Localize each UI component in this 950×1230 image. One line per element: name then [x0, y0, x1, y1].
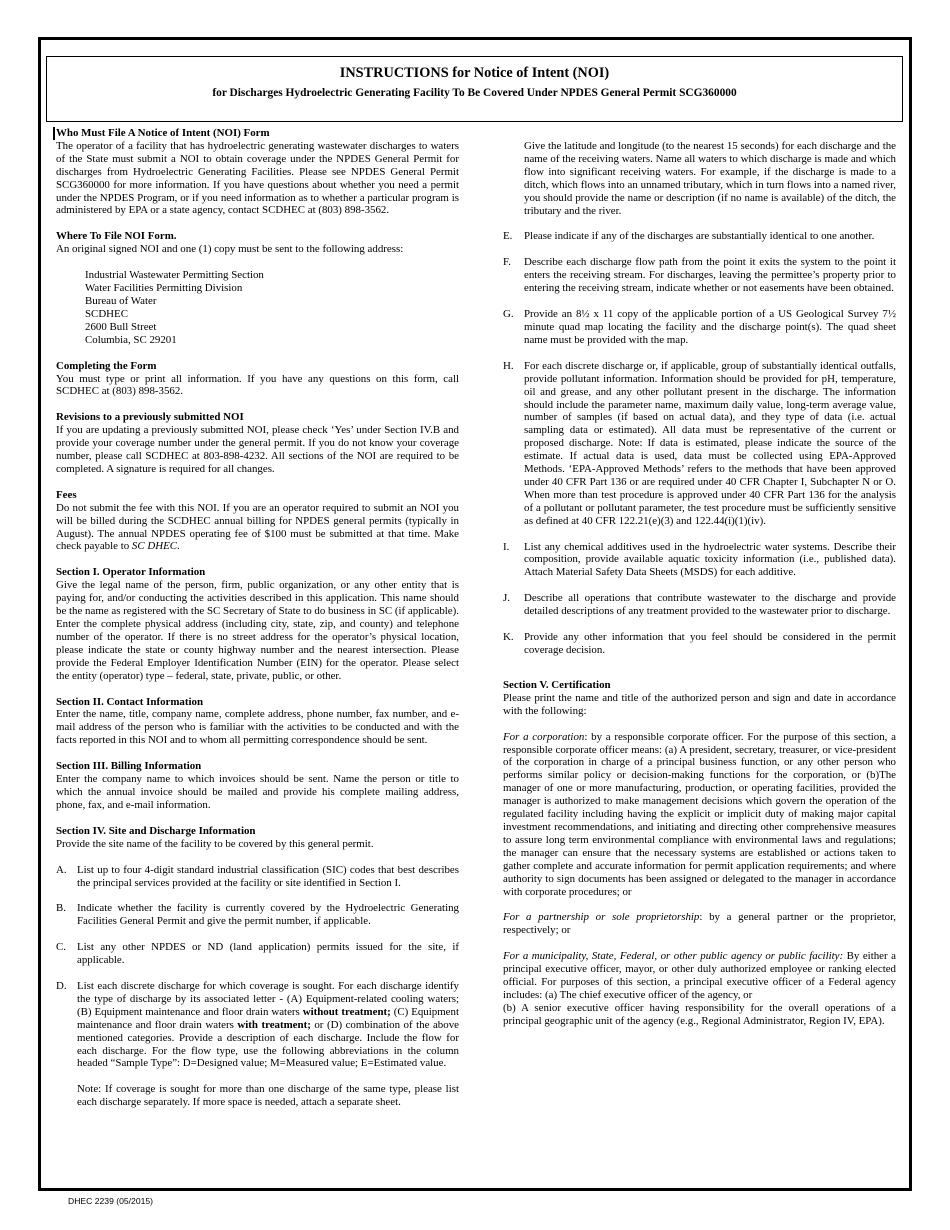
section-heading: Section II. Contact Information	[56, 695, 204, 708]
list-item	[56, 980, 459, 1070]
section-heading: Completing the Form	[56, 359, 157, 372]
list-item	[503, 541, 896, 580]
form-number: DHEC 2239 (05/2015)	[68, 1196, 154, 1206]
section-body: The operator of a facility that has hydroelectric generating wastewater discharges to waters of the State must submit a NOI to obtain coverage under the NPDES General Permit for discharges from Hydroelectric Generating Facilities. Please see NPDES General Permit SCG360000 for more information. If you have questions about whether you need a permit under the NPDES Program, or if you need information as to whether a particular program is administered by EPA or a state agency, contact SCDHEC at (803) 898-3562.	[56, 139, 459, 217]
item-text: Provide an 8½ x 11 copy of the applicable portion of a US Geological Survey 7½ minute quad map locating the facility and the discharge point(s). The quad sheet name must be provided with the map.	[524, 308, 896, 346]
list-item	[503, 631, 896, 657]
item-letter: F.	[503, 256, 511, 269]
signatory-type: For a partnership or sole proprietorship	[503, 911, 700, 924]
address-line: Bureau of Water	[85, 294, 157, 307]
item-text: Give the latitude and longitude (to the nearest 15 seconds) for each discharge and the name of the receiving waters. Name all waters to which discharge is made and which flow into significant receiving waters. For example, if the discharge is made to a ditch, which flows into an unnamed tributary, which in turn flows into a named river, you should provide the name or description (if no name is available) of the ditch, the tributary and the river.	[524, 140, 896, 217]
section-heading: Section III. Billing Information	[56, 760, 202, 773]
item-text: Indicate whether the facility is currently covered by the Hydroelectric Generating Facilities General Permit and give the permit number, if applicable.	[77, 902, 459, 928]
item-text: Describe all operations that contribute wastewater to the discharge and provide detailed descriptions of any treatment provided to the wastewater prior to discharge.	[524, 592, 896, 618]
left-column	[56, 127, 459, 1109]
section-who-must-file	[56, 127, 459, 217]
item-text: Provide any other information that you feel should be considered in the permit coverage decision.	[524, 631, 896, 656]
section-certification	[503, 679, 896, 718]
item-letter: B.	[56, 902, 66, 915]
certification-text: (b) A senior executive officer having responsibility for the overall operations of a principal geographic unit of the agency (e.g., Regional Administrator, Region IV, EPA).	[503, 1001, 896, 1027]
item-text: List any other NPDES or ND (land application) permits issued for the site, if applicable.	[77, 941, 459, 967]
item-text: Describe each discharge flow path from the point it exits the system to the point it enters the receiving stream. For discharges, leaving the permittee’s property prior to entering the receiving stream, indicate whether or not easements have been obtained.	[524, 256, 896, 295]
document-subtitle: for Discharges Hydroelectric Generating Facility To Be Covered Under NPDES General Permit SCG360000	[212, 87, 737, 99]
right-column	[503, 140, 896, 1028]
address-line: Industrial Wastewater Permitting Section	[85, 269, 264, 282]
item-letter: C.	[56, 941, 66, 954]
section-body: Do not submit the fee with this NOI. If you are an operator required to submit an NOI you will be billed during the SCDHEC annual billing for NPDES general permits (typically in August). The annual NPDES operating fee of $100 must be submitted at that time. Make check payable to SC DHEC.	[56, 501, 459, 553]
section-completing-form	[56, 360, 459, 399]
document-title: INSTRUCTIONS for Notice of Intent (NOI)	[339, 65, 610, 81]
note-text: Note: If coverage is sought for more than one discharge of the same type, please list each discharge separately. If more space is needed, attach a separate sheet.	[77, 1083, 459, 1109]
section-fees	[56, 489, 459, 554]
list-item	[503, 360, 896, 528]
section-site-discharge	[56, 825, 459, 851]
section-revisions	[56, 411, 459, 476]
section-heading: Fees	[56, 488, 77, 501]
item-text: List each discrete discharge for which coverage is sought. For each discharge identify the type of discharge by its associated letter - (A) Equipment-related cooling waters; (B) Equipment maintenance and floor drain waters without treatment; (C) Equipment maintenance and floor drain waters with treatment; or (D) combination of the above mentioned categories. Provide a description of each discharge. Include the flow for each discharge. For the flow type, use the following abbreviations in the column headed “Sample Type”: D=Designed value; M=Measured value; E=Estimated value.	[77, 980, 459, 1070]
section-heading: Revisions to a previously submitted NOI	[56, 411, 244, 424]
list-item	[56, 902, 459, 928]
item-text: Please indicate if any of the discharges are substantially identical to one another.	[524, 230, 875, 243]
signatory-type: For a corporation	[503, 730, 585, 743]
title-box	[46, 56, 903, 122]
section-body: If you are updating a previously submitted NOI, please check ‘Yes’ under Section IV.B and provide your coverage number under the general permit. If you do not know your coverage number, please call SCDHEC at 803-898-4232. All sections of the NOI are required to be completed. A signature is required for all changes.	[56, 424, 459, 475]
section-body: Please print the name and title of the authorized person and sign and date in accordance with the following:	[503, 691, 896, 717]
section-heading: Section I. Operator Information	[56, 566, 206, 579]
section-body: Provide the site name of the facility to be covered by this general permit.	[56, 837, 374, 850]
section-heading: Section IV. Site and Discharge Information	[56, 824, 256, 837]
section-body: Enter the company name to which invoices should be sent. Name the person or title to which the annual invoice should be mailed and provide his complete mailing address, phone, fax, and e-mail information.	[56, 773, 459, 811]
section-operator-information	[56, 566, 459, 682]
section-heading: Where To File NOI Form.	[56, 230, 177, 243]
item-text: List up to four 4-digit standard industrial classification (SIC) codes that best describes the principal services provided at the facility or site identified in Section I.	[77, 863, 459, 889]
section-contact-information	[56, 696, 459, 748]
item-d-continued	[503, 140, 896, 217]
item-text: For each discrete discharge or, if applicable, group of substantially identical outfalls, provide pollutant information. Information should be provided for pH, temperature, oil and grease, and any other pollutant present in the discharge. The information should include the parameter name, maximum daily value, long-term average value, number of samples (if based on actual data), and they type of data (i.e. actual sampling data or estimated). All data must be representative of the current or proposed discharge. Note: If data is estimated, please indicate the source of the estimate. If actual data is used, data must be collected using EPA-Approved Methods. ‘EPA-Approved Methods’ refers to the methods that have been approved under 40 CFR Part 136 or are required under 40 CFR Chapter I, Subchapter N or O. When more than test procedure is approved under 40 CFR Part 136 for the analysis of a pollutant or pollutant parameter, the test procedure must be sufficiently sensitive as defined at 40 CFR 122.21(e)(3) and 122.44(i)(1)(iv).	[524, 359, 896, 527]
list-item	[503, 308, 896, 347]
certification-partnership: For a partnership or sole proprietorship: by a general partner or the proprietor, respectively; or	[503, 911, 896, 937]
list-item	[503, 230, 896, 243]
item-letter: H.	[503, 359, 514, 372]
section-body: You must type or print all information. If you have any questions on this form, call SCDHEC at (803) 898-3562.	[56, 372, 459, 398]
address-line: Columbia, SC 29201	[85, 333, 177, 346]
item-letter: K.	[503, 631, 514, 644]
certification-municipality: For a municipality, State, Federal, or other public agency or public facility: By either a principal executive officer, mayor, or other duly authorized employee or ranking elected official. For purposes of this section, a principal executive officer of a Federal agency includes: (a) The chief executive officer of the agency, or (b) A senior executive officer having responsibility for the overall operations of a principal geographic unit of the agency (e.g., Regional Administrator, Region IV, EPA).	[503, 950, 896, 1027]
section-body: Give the legal name of the person, firm, public organization, or any other entity that is paying for, and/or conducting the activities described in this application. This name should be the name as registered with the SC Secretary of State to do business in SC (if applicable). Enter the complete physical address (including city, state, zip, and county) and telephone number of the operator. If there is no street address for the operator’s physical location, please indicate the state or county highway number and the nearest intersection. Please provide the Federal Employer Identification Number (EIN) for the operator. Please select the entity (operator) type – federal, state, private, public, or other.	[56, 579, 459, 682]
mailing-address	[56, 269, 459, 346]
address-line: Water Facilities Permitting Division	[85, 282, 243, 295]
item-letter: G.	[503, 308, 514, 321]
list-item	[503, 592, 896, 618]
item-letter: D.	[56, 980, 67, 993]
section-heading: Who Must File A Notice of Intent (NOI) Form	[56, 127, 270, 139]
section-where-to-file	[56, 230, 459, 346]
item-letter: J.	[503, 592, 510, 605]
certification-corporation: For a corporation: by a responsible corporate officer. For the purpose of this section, a responsible corporate officer means: (a) A president, secretary, treasurer, or vice-president of the corporation in charge of a principal business function, or any other person who performs similar policy or decision-making functions for the corporation, or (b)The manager of one or more manufacturing, production, or operating facilities, provided the manager is authorized to make management decisions which govern the operation of the regulated facility including having the explicit or implicit duty of making major capital investment recommendations, and initiating and directing other comprehensive measures to assure long term environmental compliance with environmental laws and regulations; the manager can ensure that the necessary systems are established or actions taken to gather complete and accurate information for permit application requirements; and where authority to sign documents has been assigned or delegated to the manager in accordance with corporate procedures; or	[503, 730, 896, 898]
section-body: Enter the name, title, company name, complete address, phone number, fax number, and e-mail address of the person who is familiar with the activities to be conducted and with the facts reported in this NOI and to whom all permitting correspondence should be sent.	[56, 708, 459, 747]
section-heading: Section V. Certification	[503, 678, 611, 691]
section-billing-information	[56, 760, 459, 812]
item-letter: I.	[503, 540, 510, 553]
address-line: SCDHEC	[85, 307, 128, 320]
section-body: An original signed NOI and one (1) copy must be sent to the following address:	[56, 243, 404, 256]
item-text: List any chemical additives used in the hydroelectric water systems. Describe their composition, provide available aquatic toxicity information (i.e., published data). Attach Material Safety Data Sheets (MSDS) for each additive.	[524, 540, 896, 579]
payee-name: SC DHEC	[131, 540, 177, 553]
item-letter: A.	[56, 863, 67, 876]
list-item	[56, 864, 459, 890]
list-item	[503, 256, 896, 295]
address-line: 2600 Bull Street	[85, 320, 157, 333]
list-item	[56, 941, 459, 967]
item-letter: E.	[503, 230, 513, 243]
item-d-note	[56, 1083, 459, 1109]
signatory-type: For a municipality, State, Federal, or other public agency or public facility:	[503, 950, 844, 963]
